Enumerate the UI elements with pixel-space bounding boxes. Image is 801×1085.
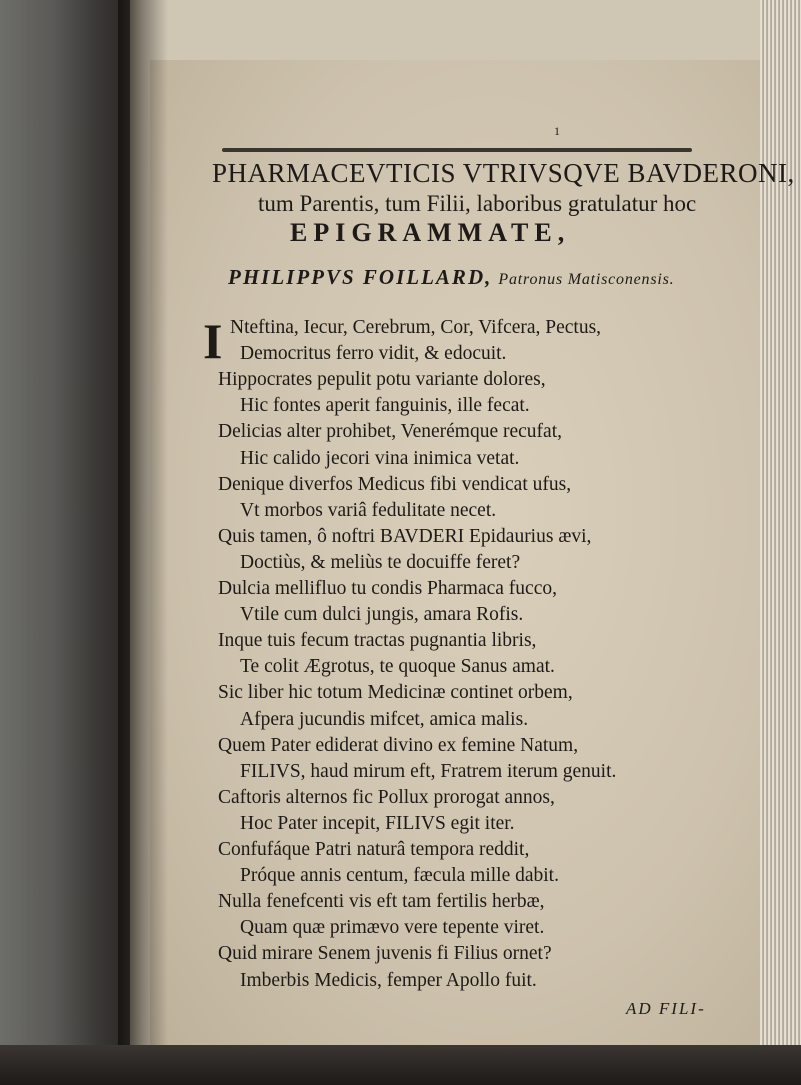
verse-line: Democritus ferro vidit, & edocuit. xyxy=(240,343,507,365)
verse-line: Dulcia mellifluo tu condis Pharmaca fucco, xyxy=(218,578,557,599)
verse-line: FILIVS, haud mirum eft, Fratrem iterum genuit. xyxy=(240,760,617,782)
verse-line: Imberbis Medicis, femper Apollo fuit. xyxy=(240,969,537,991)
verse-line: Confufáque Patri naturâ tempora reddit, xyxy=(218,839,530,860)
verse-line: Quam quæ primævo vere tepente viret. xyxy=(240,917,545,939)
gutter-shadow xyxy=(118,0,168,1085)
verse-line: Hic calido jecori vina inimica vetat. xyxy=(240,447,520,469)
verse-line: Quis tamen, ô noftri BAVDERI Epidaurius ævi, xyxy=(218,525,592,547)
catchword: AD FILI- xyxy=(626,999,706,1018)
author-name: PHILIPPVS FOILLARD, xyxy=(228,265,493,289)
page-bottom-edge xyxy=(0,1045,801,1085)
verse-line: Denique diverfos Medicus fibi vendicat ufus, xyxy=(218,473,572,495)
verse-line: Hippocrates pepulit potu variante dolores, xyxy=(218,369,546,391)
book-gutter xyxy=(0,0,130,1085)
author-note: Patronus Matisconensis. xyxy=(498,271,675,288)
verse-line: Hoc Pater incepit, FILIVS egit iter. xyxy=(240,812,515,834)
verse-line: Próque annis centum, fæcula mille dabit. xyxy=(240,865,559,887)
verse-line: Te colit Ægrotus, te quoque Sanus amat. xyxy=(240,656,555,678)
verse-line: Quid mirare Senem juvenis fi Filius ornet? xyxy=(218,943,552,965)
verse-line: Nteftina, Iecur, Cerebrum, Cor, Vifcera, Pectus, xyxy=(230,317,602,338)
verse-line: Caftoris alternos fic Pollux prorogat annos, xyxy=(218,786,555,808)
drop-cap: I xyxy=(203,313,223,369)
verse-line: Inque tuis fecum tractas pugnantia libris, xyxy=(218,630,537,652)
verse-line: Hic fontes aperit fanguinis, ille fecat. xyxy=(240,395,530,417)
header-rule xyxy=(222,148,692,152)
verse-line: Quem Pater ediderat divino ex femine Natum, xyxy=(218,734,579,756)
verse-line: Vtile cum dulci jungis, amara Rofis. xyxy=(240,604,524,626)
title-line-2: tum Parentis, tum Filii, laboribus gratulatur hoc xyxy=(258,191,697,216)
verse-line: Vt morbos variâ fedulitate necet. xyxy=(240,499,497,521)
page-mark: 1 xyxy=(554,124,560,138)
verse-line: Nulla fenefcenti vis eft tam fertilis herbæ, xyxy=(218,891,545,913)
verse-line: Sic liber hic totum Medicinæ continet orbem, xyxy=(218,682,573,704)
author-line xyxy=(228,267,674,288)
verse-line: Afpera jucundis mifcet, amica malis. xyxy=(240,708,529,730)
title-line-3: EPIGRAMMATE, xyxy=(290,218,571,247)
verse-line: Delicias alter prohibet, Venerémque recufat, xyxy=(218,421,562,443)
title-line-1: PHARMACEVTICIS VTRIVSQVE BAVDERONI, xyxy=(212,158,795,188)
verse-line: Doctiùs, & meliùs te docuiffe feret? xyxy=(240,551,521,573)
